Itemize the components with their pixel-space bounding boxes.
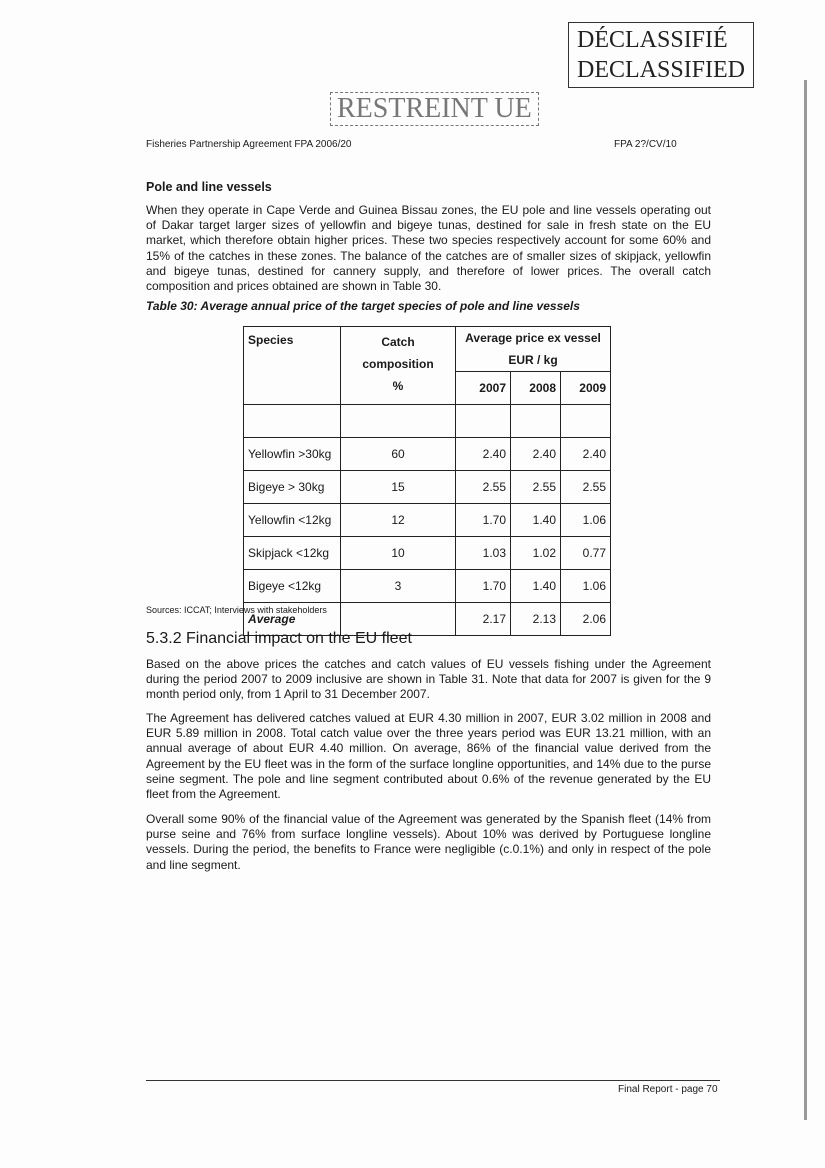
running-header: Fisheries Partnership Agreement FPA 2006/20: [146, 139, 352, 150]
declassified-stamp: DECLASSIFIED: [577, 57, 746, 83]
table-row: Bigeye <12kg 3 1.70 1.40 1.06: [244, 570, 611, 603]
section-heading: Pole and line vessels: [146, 180, 272, 194]
header-species: Species: [244, 327, 341, 405]
header-catch: Catch composition %: [341, 327, 456, 405]
table-row: Yellowfin <12kg 12 1.70 1.40 1.06: [244, 504, 611, 537]
price-table: [243, 326, 611, 636]
year-2009: 2009: [561, 372, 611, 405]
table-row: Yellowfin >30kg 60 2.40 2.40 2.40: [244, 438, 611, 471]
paragraph: Overall some 90% of the financial value of the Agreement was generated by the Spanish fleet (14% from purse seine and 76% from surface longline vessels). About 10% was derived by Portuguese longline vessels. During the period, the benefits to France were negligible (c.0.1%) and only in respect of the pole and line segment.: [146, 812, 711, 872]
section-title: 5.3.2 Financial impact on the EU fleet: [146, 630, 412, 647]
table-row: Skipjack <12kg 10 1.03 1.02 0.77: [244, 537, 611, 570]
paragraph: The Agreement has delivered catches valued at EUR 4.30 million in 2007, EUR 3.02 million in 2008 and EUR 5.89 million in 2008. Total catch value over the three years period was EUR 13.21 million, with an annual average of about EUR 4.40 million. On average, 86% of the financial value derived from the Agreement by the EU fleet was in the form of the surface longline opportunities, and 14% due to the purse seine segment. The pole and line segment contributed about 0.6% of the revenue generated by the EU fleet from the Agreement.: [146, 711, 711, 802]
document-reference: FPA 2?/CV/10: [614, 139, 677, 150]
restreint-stamp: RESTREINT UE: [330, 92, 539, 126]
header-price: Average price ex vessel EUR / kg: [456, 327, 611, 372]
paragraph: Based on the above prices the catches and catch values of EU vessels fishing under the Agreement during the period 2007 to 2009 inclusive are shown in Table 31. Note that data for 2007 is given for the 9 month period only, from 1 April to 31 December 2007.: [146, 657, 711, 702]
paragraph: When they operate in Cape Verde and Guinea Bissau zones, the EU pole and line vessels operating out of Dakar target larger sizes of yellowfin and bigeye tunas, destined for sale in fresh state on the EU market, which therefore obtain higher prices. These two species respectively account for some 60% and 15% of the catches in these zones. The balance of the catches are of smaller sizes of skipjack, yellowfin and bigeye tunas, destined for cannery supply, and therefore of lower prices. The overall catch composition and prices obtained are shown in Table 30.: [146, 203, 711, 294]
table-sources: Sources: ICCAT; Interviews with stakeholders: [146, 605, 327, 615]
scan-edge: [804, 80, 807, 1120]
table-row: Bigeye > 30kg 15 2.55 2.55 2.55: [244, 471, 611, 504]
year-2008: 2008: [511, 372, 561, 405]
empty-row: [244, 405, 611, 438]
page-footer: Final Report - page 70: [618, 1084, 718, 1095]
footer-divider: [146, 1080, 720, 1081]
table-caption: Table 30: Average annual price of the target species of pole and line vessels: [146, 299, 580, 313]
table-row-average: Average 2.17 2.13 2.06: [244, 603, 611, 636]
declassifie-stamp: DÉCLASSIFIÉ: [577, 27, 728, 53]
declassified-stamp-frame: [568, 22, 754, 88]
year-2007: 2007: [456, 372, 511, 405]
